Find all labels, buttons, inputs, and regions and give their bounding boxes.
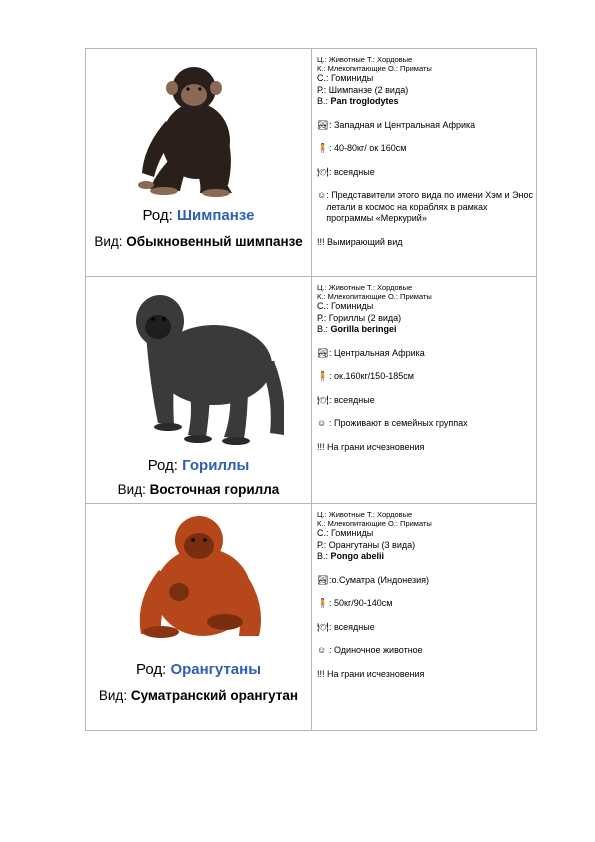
species-title: [94, 232, 303, 252]
size-row: [317, 371, 536, 383]
genus-name: Гориллы: [182, 457, 250, 474]
genus-prefix: Род:: [147, 457, 183, 474]
fact-text: : Проживают в семейных группах: [329, 418, 468, 428]
diet-row: [317, 395, 536, 407]
card-chimpanzee: [86, 49, 536, 277]
person-icon: 🧍: [317, 371, 329, 381]
globe-icon: 🏞: [317, 347, 329, 358]
latin-prefix: В.:: [317, 551, 331, 561]
card-info-cell: [312, 277, 536, 503]
size-row: [317, 143, 536, 155]
taxonomy-species: [317, 324, 536, 336]
latin-prefix: В.:: [317, 324, 331, 334]
card-image-cell: [86, 504, 312, 730]
species-name: Обыкновенный шимпанзе: [126, 234, 303, 249]
diet-row: [317, 622, 536, 634]
size-text: : 40-80кг/ ок 160см: [329, 143, 407, 153]
cards-table: [85, 48, 537, 731]
genus-prefix: Род:: [135, 661, 171, 678]
fact-text: : Одиночное животное: [329, 645, 423, 655]
food-plate-icon: 🍽: [317, 394, 329, 405]
fact-row: [317, 190, 536, 225]
taxonomy-class: К.: Млекопитающие О.: Приматы: [317, 64, 432, 73]
habitat-row: [317, 120, 536, 132]
diet-text: : всеядные: [329, 621, 375, 632]
species-name: Восточная горилла: [149, 482, 280, 497]
species-title: [94, 480, 303, 500]
taxonomy-species: [317, 96, 536, 108]
latin-name: Pan troglodytes: [330, 96, 399, 106]
orangutan-image: [131, 510, 271, 646]
genus-title: [86, 457, 311, 475]
species-name: Суматранский орангутан: [130, 688, 299, 703]
person-icon: 🧍: [317, 143, 329, 153]
globe-icon: 🏞: [317, 119, 329, 130]
taxonomy-genus: Р.: Гориллы (2 вида): [317, 312, 402, 323]
taxonomy-kingdom: Ц.: Животные Т.: Хордовые: [317, 283, 413, 292]
smiley-icon: ☺: [317, 190, 327, 200]
card-image-cell: [86, 49, 312, 276]
habitat-text: : Центральная Африка: [329, 347, 425, 358]
habitat-row: [317, 348, 536, 360]
fact-row: [317, 645, 536, 657]
taxonomy-family: С.: Гоминиды: [317, 528, 374, 538]
genus-title: [86, 207, 311, 225]
smiley-icon: ☺: [317, 418, 327, 428]
genus-title: [86, 661, 311, 679]
habitat-row: [317, 575, 536, 587]
species-title: [94, 686, 303, 706]
card-orangutan: [86, 504, 536, 730]
status-text: !!! На грани исчезновения: [317, 668, 425, 679]
species-prefix: Вид:: [94, 234, 127, 249]
latin-name: Gorilla beringei: [330, 324, 397, 334]
chimpanzee-image: [124, 61, 254, 201]
latin-prefix: В.:: [317, 96, 331, 106]
globe-icon: 🏞: [317, 574, 329, 585]
person-icon: 🧍: [317, 598, 329, 608]
status-text: !!! На грани исчезновения: [317, 441, 425, 452]
smiley-icon: ☺: [317, 645, 327, 655]
genus-name: Шимпанзе: [176, 207, 255, 224]
card-gorilla: [86, 277, 536, 504]
taxonomy-family: С.: Гоминиды: [317, 301, 374, 311]
card-info-cell: [312, 49, 536, 276]
card-info-cell: [312, 504, 536, 730]
card-image-cell: [86, 277, 312, 503]
latin-name: Pongo abelii: [330, 551, 385, 561]
fact-text: : Представители этого вида по имени Хэм и Энос летали в космос на кораблях в рамках программы «Меркурий»: [326, 190, 534, 223]
gorilla-image: [124, 285, 284, 451]
taxonomy-kingdom: Ц.: Животные Т.: Хордовые: [317, 55, 413, 64]
size-row: [317, 598, 536, 610]
fact-row: [317, 418, 536, 430]
genus-name: Орангутаны: [170, 661, 262, 678]
food-plate-icon: 🍽: [317, 621, 329, 632]
diet-row: [317, 167, 536, 179]
taxonomy-family: С.: Гоминиды: [317, 73, 374, 83]
food-plate-icon: 🍽: [317, 166, 329, 177]
status-text: !!! Вымирающий вид: [317, 236, 403, 247]
taxonomy-species: [317, 551, 536, 563]
diet-text: : всеядные: [329, 394, 375, 405]
genus-prefix: Род:: [142, 207, 177, 224]
species-prefix: Вид:: [98, 688, 131, 703]
habitat-text: : Западная и Центральная Африка: [329, 119, 476, 130]
taxonomy-genus: Р.: Шимпанзе (2 вида): [317, 84, 409, 95]
taxonomy-class: К.: Млекопитающие О.: Приматы: [317, 292, 432, 301]
size-text: : ок.160кг/150-185см: [329, 371, 414, 381]
taxonomy-class: К.: Млекопитающие О.: Приматы: [317, 519, 432, 528]
species-prefix: Вид:: [117, 482, 150, 497]
size-text: : 50кг/90-140см: [329, 598, 393, 608]
taxonomy-genus: Р.: Орангутаны (3 вида): [317, 539, 416, 550]
taxonomy-kingdom: Ц.: Животные Т.: Хордовые: [317, 510, 413, 519]
diet-text: : всеядные: [329, 166, 375, 177]
habitat-text: :о.Суматра (Индонезия): [329, 574, 430, 585]
